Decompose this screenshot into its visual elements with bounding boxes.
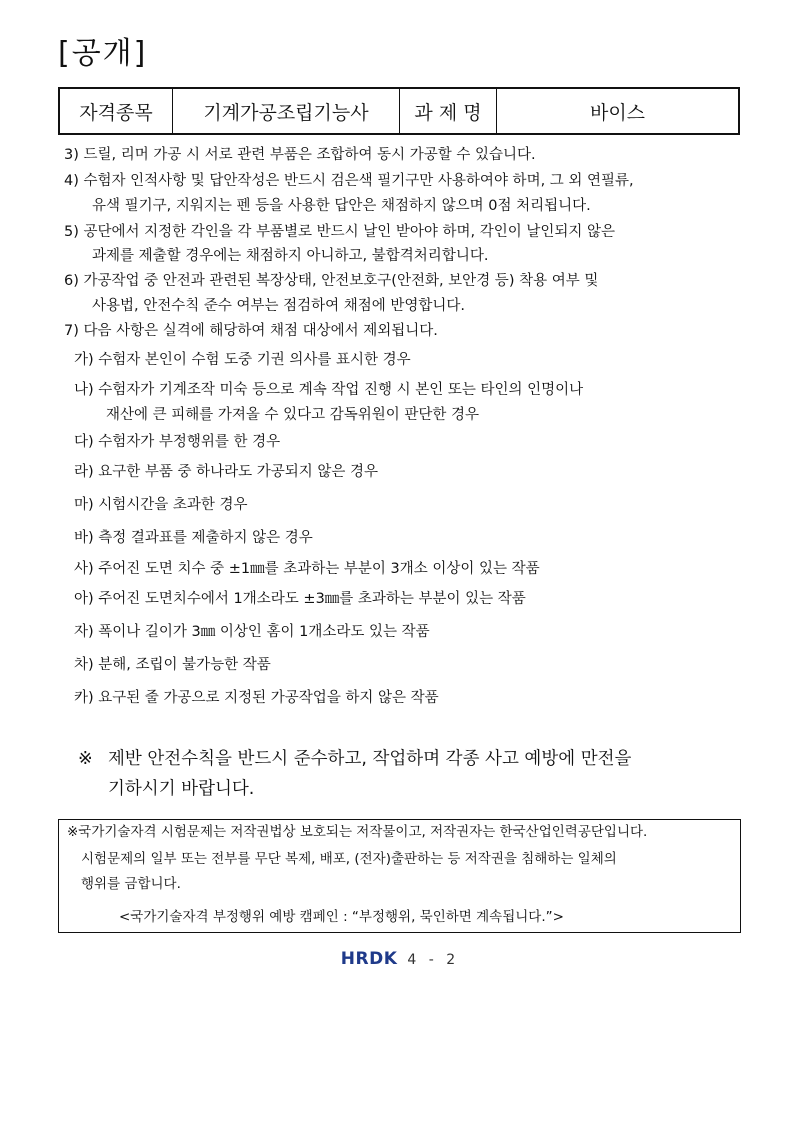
rule-6: 6) 가공작업 중 안전과 관련된 복장상태, 안전보호구(안전화, 보안경 등) 착용 여부 및 <box>64 273 599 289</box>
safety-notice-line1: 제반 안전수칙을 반드시 준수하고, 작업하며 각종 사고 예방에 만전을 <box>108 749 632 769</box>
rule-3: 3) 드릴, 리머 가공 시 서로 관련 부품은 조합하여 동시 가공할 수 있습니다. <box>64 147 536 163</box>
disqualify-sa: 사) 주어진 도면 치수 중 ±1㎜를 초과하는 부분이 3개소 이상이 있는 작품 <box>74 561 540 577</box>
rule-4: 4) 수험자 인적사항 및 답안작성은 반드시 검은색 필기구만 사용하여야 하며, 그 외 연필류, <box>64 173 634 189</box>
disqualify-ka: 카) 요구된 줄 가공으로 지정된 가공작업을 하지 않은 작품 <box>74 690 439 706</box>
disqualify-ga: 가) 수험자 본인이 수험 도중 기권 의사를 표시한 경우 <box>74 352 411 368</box>
hrdk-logo: HRDK <box>340 949 398 969</box>
copyright-line3: 행위를 금합니다. <box>81 876 181 892</box>
rule-6-cont: 사용법, 안전수칙 준수 여부는 점검하여 채점에 반영합니다. <box>92 298 466 314</box>
copyright-line1: ※국가기술자격 시험문제는 저작권법상 보호되는 저작물이고, 저작권자는 한국산업인력공단입니다. <box>67 824 648 840</box>
disqualify-a: 아) 주어진 도면치수에서 1개소라도 ±3㎜를 초과하는 부분이 있는 작품 <box>74 591 526 607</box>
disqualify-na: 나) 수험자가 기계조작 미숙 등으로 계속 작업 진행 시 본인 또는 타인의 인명이나 <box>74 382 584 398</box>
disqualify-ma: 마) 시험시간을 초과한 경우 <box>74 497 248 513</box>
disqualify-da: 다) 수험자가 부정행위를 한 경우 <box>74 434 281 450</box>
copyright-box <box>58 819 741 933</box>
task-name-value: 바이스 <box>497 88 740 134</box>
qualification-value: 기계가공조립기능사 <box>173 88 400 134</box>
safety-notice <box>78 745 631 773</box>
reference-mark: ※ <box>78 749 93 769</box>
rule-7: 7) 다음 사항은 실격에 해당하여 채점 대상에서 제외됩니다. <box>64 323 438 339</box>
rule-4-cont: 유색 필기구, 지워지는 펜 등을 사용한 답안은 채점하지 않으며 0점 처리됩니다. <box>92 198 591 214</box>
public-tag: [공개] <box>58 36 148 71</box>
rule-5: 5) 공단에서 지정한 각인을 각 부품별로 반드시 날인 받아야 하며, 각인이 날인되지 않은 <box>64 224 616 240</box>
rule-5-cont: 과제를 제출할 경우에는 채점하지 아니하고, 불합격처리합니다. <box>92 248 489 264</box>
page-number: 4 - 2 <box>407 952 460 968</box>
disqualify-ba: 바) 측정 결과표를 제출하지 않은 경우 <box>74 530 313 546</box>
page-footer <box>0 949 800 969</box>
task-name-label: 과 제 명 <box>400 88 497 134</box>
disqualify-ja: 자) 폭이나 길이가 3㎜ 이상인 홈이 1개소라도 있는 작품 <box>74 624 430 640</box>
copyright-line2: 시험문제의 일부 또는 전부를 무단 복제, 배포, (전자)출판하는 등 저작권을 침해하는 일체의 <box>81 851 617 867</box>
campaign-text: <국가기술자격 부정행위 예방 캠페인 : “부정행위, 묵인하면 계속됩니다.”> <box>119 909 564 925</box>
qualification-label: 자격종목 <box>59 88 173 134</box>
disqualify-cha: 차) 분해, 조립이 불가능한 작품 <box>74 657 271 673</box>
disqualify-na-cont: 재산에 큰 피해를 가져올 수 있다고 감독위원이 판단한 경우 <box>106 407 480 423</box>
safety-notice-line2: 기하시기 바랍니다. <box>108 779 255 799</box>
disqualify-ra: 라) 요구한 부품 중 하나라도 가공되지 않은 경우 <box>74 464 379 480</box>
header-table <box>58 87 740 135</box>
